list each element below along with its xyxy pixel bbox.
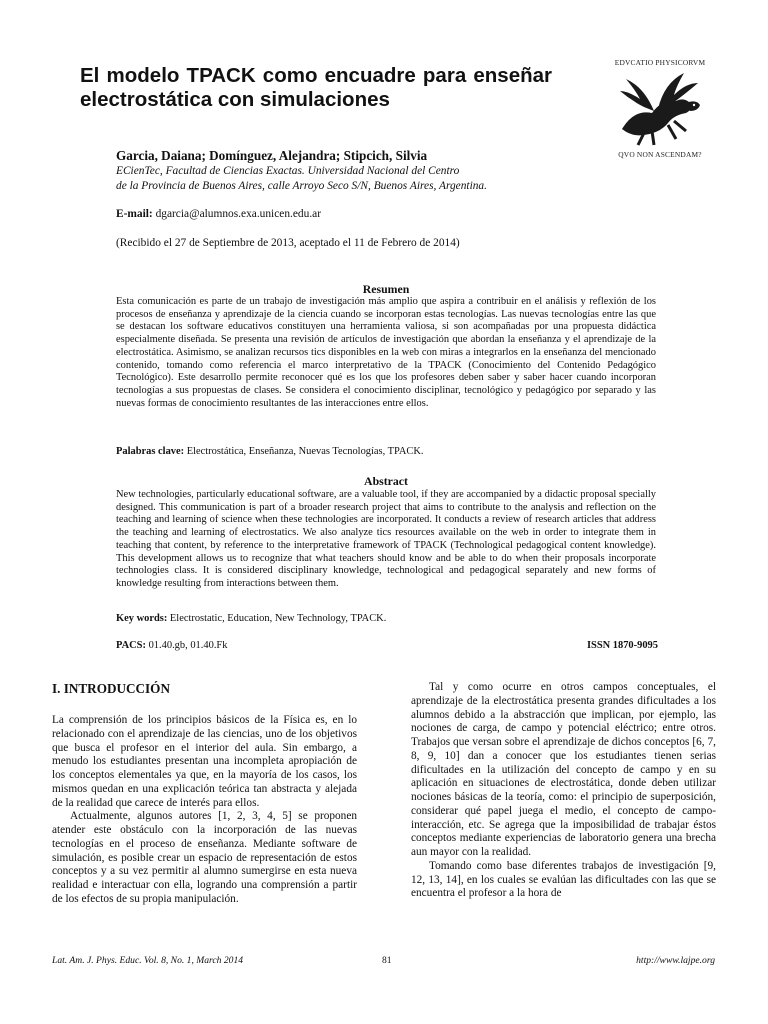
paper-title: El modelo TPACK como encuadre para enseñar electrostática con simulaciones (80, 64, 552, 111)
author-affiliation (116, 164, 616, 193)
email-label: E-mail: (116, 208, 153, 220)
pegasus-emblem-icon (614, 69, 706, 149)
journal-logo (610, 58, 710, 162)
section-heading-introduccion: I. INTRODUCCIÓN (52, 681, 170, 696)
abstract-heading: Abstract (364, 474, 408, 488)
affiliation-line-2: de la Provincia de Buenos Aires, calle Arroyo Seco S/N, Buenos Aires, Argentina. (116, 179, 487, 192)
left-paragraph-2: Actualmente, algunos autores [1, 2, 3, 4, 5] se proponen atender este obstáculo con la incorporación de las nuevas tecnologías en el proceso de enseñanza. Mediante software de simulación, es posible crear un espacio de representación de estos conceptos y a su vez permitir al alumno sumergirse en esta nueva realidad e interactuar con ella, logrando una comprensión a partir de los efectos de su propia manipulación. (52, 810, 357, 905)
footer-url-link[interactable]: http://www.lajpe.org (636, 955, 715, 966)
pacs-label: PACS: (116, 640, 146, 651)
pacs-codes (116, 640, 227, 651)
key-words-value: Electrostatic, Education, New Technology, TPACK. (169, 613, 387, 624)
right-paragraph-2: Tomando como base diferentes trabajos de investigación [9, 12, 13, 14], en los cuales se evalúan las dificultades con las que se encuentra el profesor a la hora de (411, 859, 716, 900)
right-column (411, 681, 716, 901)
email-address: dgarcia@alumnos.exa.unicen.edu.ar (155, 208, 322, 220)
key-words-label: Key words: (116, 613, 168, 624)
logo-bottom-motto: QVO NON ASCENDAM? (618, 150, 702, 159)
abstract-text: New technologies, particularly educational software, are a valuable tool, if they are accompanied by a didactic proposal specially designed. This communication is part of a broader research project that aims to contribute to the analysis and reflection on the teaching and learning of science when these technologies are incorporated. It conducts a review of research articles that address the teaching and learning of electrostatics. We also analyze tics resources available on the web in order to integrate them in teaching that content, by reference to the interpretative framework of TPACK (Technological pedagogical content knowledge). This development allows us to recognize that what teachers should know and be able to do when their proposals incorporate technologies class. It is considered disciplinary knowledge, technological and pedagogical separately and new forms of knowledge resulting from interactions between them. (116, 489, 656, 589)
resumen-text: Esta comunicación es parte de un trabajo de investigación más amplio que aspira a contribuir en el análisis y reflexión de los procesos de enseñanza y aprendizaje de la ciencia cuando se incorporan estas tecnologías. Las nuevas tecnologías entre las que se destacan los software educativos constituyen una herramienta valiosa, si son acompañadas por una propuesta didáctica especialmente diseñada. Se presenta una revisión de artículos de investigación que abordan la enseñanza y el aprendizaje de la electrostática. Asimismo, se analizan recursos tics disponibles en la web con miras a integrarlos en la enseñanza del mencionado contenido, tomando como referencia el marco interpretativo de la TPACK (Conocimiento del Contenido Pedagógico Tecnológico). Este desarrollo permite reconocer qué es los que los profesores deben saber y saber hacer cuando incorporan tecnologías a sus propuestas de clases. Se considera el conocimiento disciplinar, tecnológico y pedagógico por separado y las nuevas formas de conocimiento resultantes de las interacciones entre ellos. (116, 296, 656, 409)
paper-authors: Garcia, Daiana; Domínguez, Alejandra; Stipcich, Silvia (116, 148, 428, 163)
left-paragraph-1: La comprensión de los principios básicos de la Física es, en lo relacionado con el aprendizaje de las ciencias, uno de los objetivos que busca el profesor en el interior del aula. Sin embargo, a menudo los estudiantes presentan una incompleta apropiación de los conceptos elementales ya que, en la mayoría de los casos, los mismos quedan en una explicación teórica tan abstracta y alejada de la realidad que carece de interés para ellos. (52, 714, 357, 809)
resumen-heading: Resumen (362, 282, 410, 296)
left-column (52, 714, 357, 907)
key-words (116, 613, 386, 624)
right-paragraph-1: Tal y como ocurre en otros campos conceptuales, el aprendizaje de la electrostática presenta grandes dificultades a los alumnos debido a la abstracción que implican, por ejemplo, las nociones de carga, de campo y potencial eléctrico; entre otros. Trabajos que versan sobre el aprendizaje de dichos conceptos [6, 7, 8, 9, 10] dan a conocer que los estudiantes tienen serias dificultades en la utilización del concepto de campo y en su aplicación en situaciones de electrostática, donde deben utilizar nociones básicas de la teoría, como: el principio de superposición, considerar qué papel juega el medio, el concepto de campo-interacción, etc. Se agrega que la imposibilidad de trabajar éstos conceptos mediante experiencias de laboratorio genera una brecha aun mayor con la realidad. (411, 681, 716, 858)
palabras-clave (116, 446, 424, 457)
palabras-clave-label: Palabras clave: (116, 446, 185, 457)
page-footer (52, 955, 715, 969)
affiliation-line-1: ECienTec, Facultad de Ciencias Exactas. Universidad Nacional del Centro (116, 165, 460, 177)
received-dates: (Recibido el 27 de Septiembre de 2013, aceptado el 11 de Febrero de 2014) (116, 237, 460, 249)
footer-page-number: 81 (382, 955, 392, 966)
footer-journal: Lat. Am. J. Phys. Educ. Vol. 8, No. 1, March 2014 (52, 955, 244, 966)
pacs-value: 01.40.gb, 01.40.Fk (148, 640, 228, 651)
logo-top-motto: EDVCATIO PHYSICORVM (614, 58, 706, 67)
palabras-clave-value: Electrostática, Enseñanza, Nuevas Tecnologías, TPACK. (186, 446, 424, 457)
issn-number: ISSN 1870-9095 (586, 640, 658, 651)
author-email (116, 208, 321, 220)
